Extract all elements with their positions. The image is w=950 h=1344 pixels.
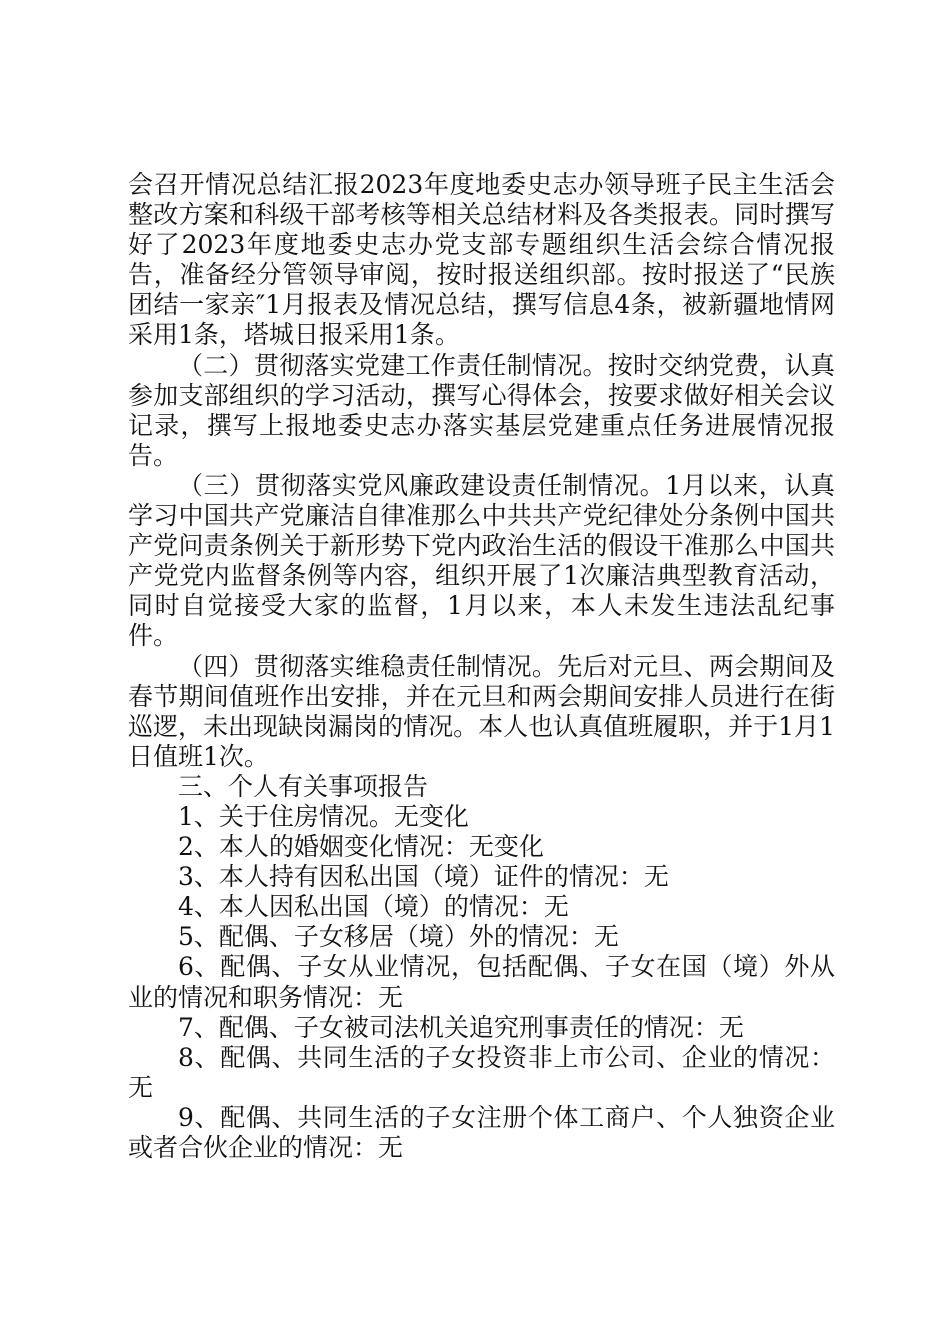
paragraph-clean-governance: （三）贯彻落实党风廉政建设责任制情况。1月以来，认真学习中国共产党廉洁自律准那么中共共产党纪律处分条例中国共产党问责条例关于新形势下党内政治生活的假设干准那么中国共产党党内监督条例等内容，组织开展了1次廉洁典型教育活动，同时自觉接受大家的监督，1月以来，本人未发生违法乱纪事件。 (128, 470, 835, 651)
paragraph-party-building: （二）贯彻落实党建工作责任制情况。按时交纳党费，认真参加支部组织的学习活动，撰写心得体会，按要求做好相关会议记录，撰写上报地委史志办落实基层党建重点任务进展情况报告。 (128, 350, 835, 470)
list-item-travel-abroad: 4、本人因私出国（境）的情况：无 (178, 892, 569, 922)
list-item-marriage: 2、本人的婚姻变化情况：无变化 (178, 832, 544, 862)
paragraph-stability: （四）贯彻落实维稳责任制情况。先后对元旦、两会期间及春节期间值班作出安排，并在元旦和两会期间安排人员进行在街巡逻，未出现缺岗漏岗的情况。本人也认真值班履职，并于1月1日值班1次。 (128, 651, 835, 771)
list-item-unlisted-investment: 8、配偶、共同生活的子女投资非上市公司、企业的情况：无 (128, 1042, 835, 1102)
paragraph-continued-summary: 会召开情况总结汇报2023年度地委史志办领导班子民主生活会整改方案和科级干部考核等相关总结材料及各类报表。同时撰写好了2023年度地委史志办党支部专题组织生活会综合情况报告，准备经分管领导审阅，按时报送组织部。按时报送了“民族团结一家亲″1月报表及情况总结，撰写信息4条，被新疆地情网采用1条，塔城日报采用1条。 (128, 170, 835, 350)
list-item-passport: 3、本人持有因私出国（境）证件的情况：无 (178, 862, 669, 892)
list-item-family-emigration: 5、配偶、子女移居（境）外的情况：无 (178, 922, 619, 952)
list-item-business-registration: 9、配偶、共同生活的子女注册个体工商户、个人独资企业或者合伙企业的情况：无 (128, 1102, 835, 1162)
list-item-criminal-liability: 7、配偶、子女被司法机关追究刑事责任的情况：无 (178, 1012, 744, 1042)
section-heading-personal-matters: 三、个人有关事项报告 (178, 771, 429, 801)
list-item-housing: 1、关于住房情况。无变化 (178, 801, 469, 831)
list-item-family-employment: 6、配偶、子女从业情况，包括配偶、子女在国（境）外从业的情况和职务情况：无 (128, 952, 835, 1012)
document-page (128, 170, 835, 1163)
